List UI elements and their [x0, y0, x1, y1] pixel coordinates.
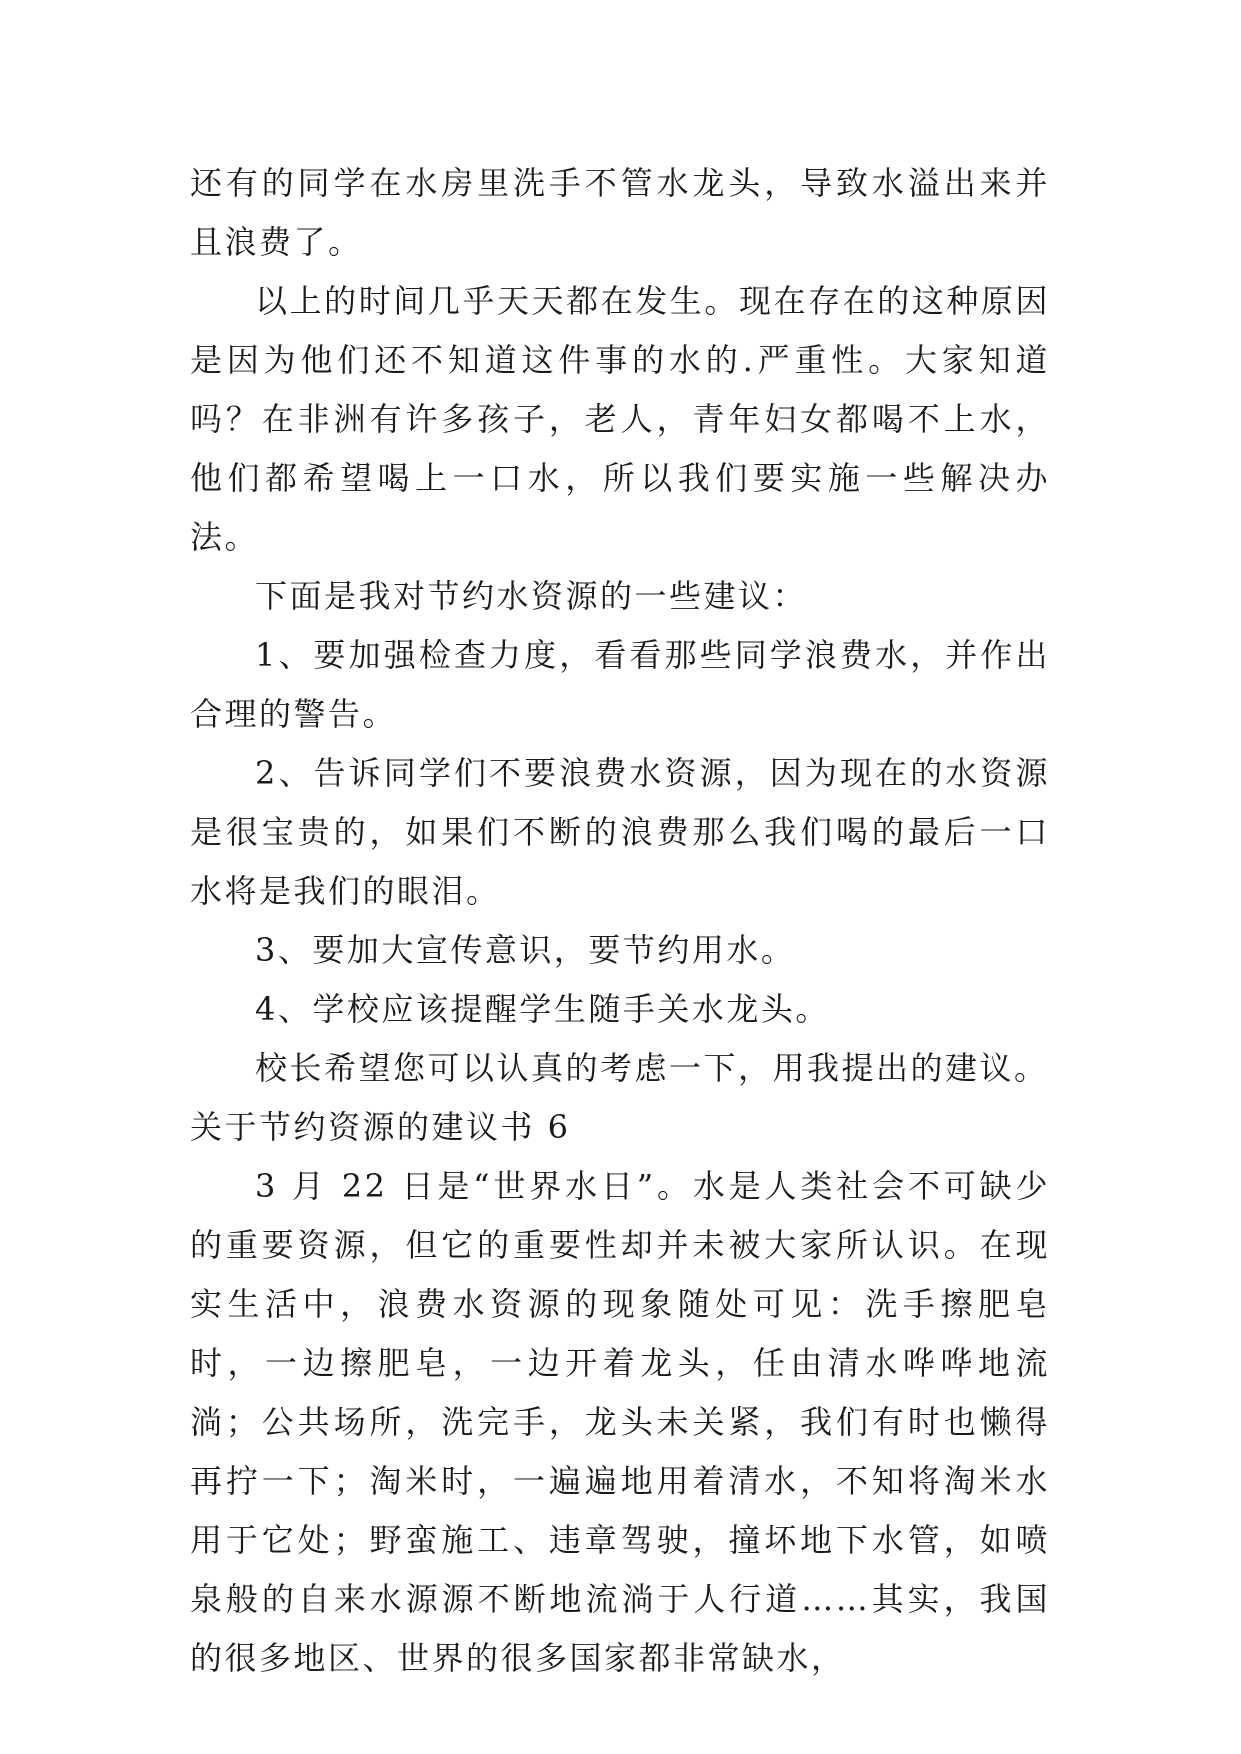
paragraph-suggestions-intro: 下面是我对节约水资源的一些建议： [255, 577, 808, 615]
section-title: 关于节约资源的建议书 6 [190, 1108, 571, 1146]
paragraph-situation: 以上的时间几乎天天都在发生。现在存在的这种原因是因为他们还不知道这件事的水的.严重性。大家知道吗？在非洲有许多孩子，老人，青年妇女都喝不上水，他们都希望喝上一口水，所以我们要实施一些解决办法。 [190, 282, 1050, 556]
document-body [190, 154, 1050, 1688]
paragraph-closing: 校长希望您可以认真的考虑一下，用我提出的建议。 [255, 1049, 1049, 1087]
paragraph-world-water-day: 3 月 22 日是“世界水日”。水是人类社会不可缺少的重要资源，但它的重要性却并未被大家所认识。在现实生活中，浪费水资源的现象随处可见：洗手擦肥皂时，一边擦肥皂，一边开着龙头，任由清水哗哗地流淌；公共场所，洗完手，龙头未关紧，我们有时也懒得再拧一下；淘米时，一遍遍地用着清水，不知将淘米水用于它处；野蛮施工、违章驾驶，撞坏地下水管，如喷泉般的自来水源源不断地流淌于人行道……其实，我国的很多地区、世界的很多国家都非常缺水， [190, 1167, 1050, 1677]
suggestion-item-3: 3、要加大宣传意识，要节约用水。 [255, 931, 796, 969]
suggestion-item-1: 1、要加强检查力度，看看那些同学浪费水，并作出合理的警告。 [190, 636, 1050, 733]
suggestion-item-4: 4、学校应该提醒学生随手关水龙头。 [255, 990, 830, 1028]
paragraph-water-room: 还有的同学在水房里洗手不管水龙头，导致水溢出来并且浪费了。 [190, 164, 1050, 261]
suggestion-item-2: 2、告诉同学们不要浪费水资源，因为现在的水资源是很宝贵的，如果们不断的浪费那么我们喝的最后一口水将是我们的眼泪。 [190, 754, 1050, 910]
